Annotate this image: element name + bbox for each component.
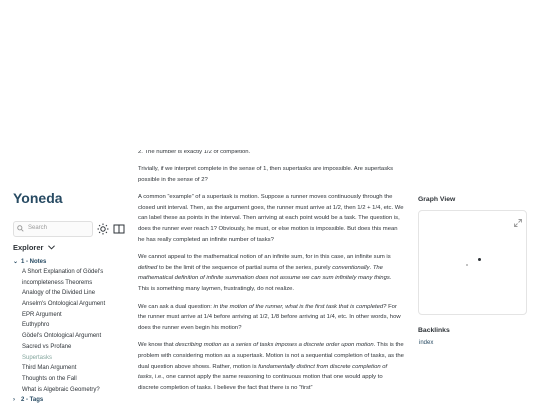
search-row xyxy=(13,221,125,237)
backlink-item[interactable]: index xyxy=(419,340,434,346)
file-item[interactable]: EPR Argument xyxy=(22,311,62,318)
file-item[interactable]: A Short Explanation of Gödel's xyxy=(22,269,104,275)
file-item[interactable]: Third Man Argument xyxy=(22,365,77,372)
chevron-down-icon xyxy=(48,243,55,252)
folder-notes[interactable] xyxy=(13,257,128,267)
backlinks-title: Backlinks xyxy=(418,327,450,334)
graph-node[interactable] xyxy=(478,258,481,261)
search-placeholder: Search xyxy=(28,225,48,231)
chevron-down-icon: ⌄ xyxy=(13,259,19,265)
file-item[interactable]: Thoughts on the Fall xyxy=(22,375,77,382)
sun-icon[interactable] xyxy=(97,222,109,234)
file-item-active[interactable]: Supertasks xyxy=(22,354,53,361)
graph-view-title: Graph View xyxy=(418,196,456,203)
site-title[interactable]: Yoneda xyxy=(13,190,63,206)
folder-label: 2 - Tags xyxy=(21,397,44,404)
paragraph: We can ask a dual question: in the motion of the runner, what is the first task that is completed? For the runner must arrive at 1/4 before arriving at 1/2, 1/8 before arriving at 1/4, etc. In other words, how does the runner even begin his motion? xyxy=(138,303,401,331)
explorer-toggle[interactable] xyxy=(13,243,55,252)
file-item[interactable]: Anselm's Ontological Argument xyxy=(22,301,106,308)
file-item[interactable]: Sacred vs Profane xyxy=(22,343,72,350)
article-body xyxy=(138,150,404,405)
paragraph: Trivially, if we interpret complete in the sense of 1, then supertasks are impossible. Are supertasks possible in the sense of 2? xyxy=(138,166,394,183)
expand-icon[interactable] xyxy=(514,214,522,232)
graph-node[interactable] xyxy=(466,264,468,266)
search-icon xyxy=(17,225,24,234)
file-item[interactable]: What is Algebraic Geometry? xyxy=(22,386,100,393)
explorer-tree xyxy=(13,257,128,405)
file-item[interactable]: Analogy of the Divided Line xyxy=(22,290,96,297)
file-item[interactable]: Euthyphro xyxy=(22,322,50,329)
file-item[interactable]: incompleteness Theorems xyxy=(22,279,93,286)
paragraph: We cannot appeal to the mathematical notion of an infinite sum, for in this case, an infinite sum is defined to be the limit of the sequence of partial sums of the series, purely conventionally. The mathematical definition of infinite summation does not assume we can sum infinitely many things. This is something many laymen, frustratingly, do not realize. xyxy=(138,254,392,292)
article-cut-line: 2. The number is exactly 1/2 of completion. xyxy=(138,150,251,155)
file-item[interactable]: Gödel's Ontological Argument xyxy=(22,333,102,340)
chevron-right-icon: › xyxy=(13,397,15,404)
left-sidebar xyxy=(0,190,128,405)
graph-view[interactable] xyxy=(418,210,527,315)
book-icon[interactable] xyxy=(113,222,125,234)
folder-label: 1 - Notes xyxy=(21,259,47,265)
paragraph: A common “example” of a supertask is motion. Suppose a runner moves continuously through the closed unit interval. Then, as the argument goes, the runner must arrive at 1/2, then 1/2 + 1/4, etc. We can label these as points in the interval. Then arriving at each point would be a task. The question is, does the runner ever reach 1? Obviously, he must, or else motion is impossible. But does this mean he has really completed an infinite number of tasks? xyxy=(138,194,404,243)
explorer-title: Explorer xyxy=(13,243,44,252)
paragraph: We know that describing motion as a series of tasks imposes a discrete order upon motion. This is the problem with considering motion as a supertask. Motion is not a sequential completion of tasks, as the dual question above shows. Rather, motion is fundamentally distinct from discrete completion of tasks, i.e., one cannot apply the same reasoning to continuous motion that one would apply to discrete completion of tasks. I believe the fact that there is no “first” xyxy=(138,342,404,391)
folder-tags[interactable] xyxy=(13,395,128,405)
search-input[interactable] xyxy=(13,221,93,237)
